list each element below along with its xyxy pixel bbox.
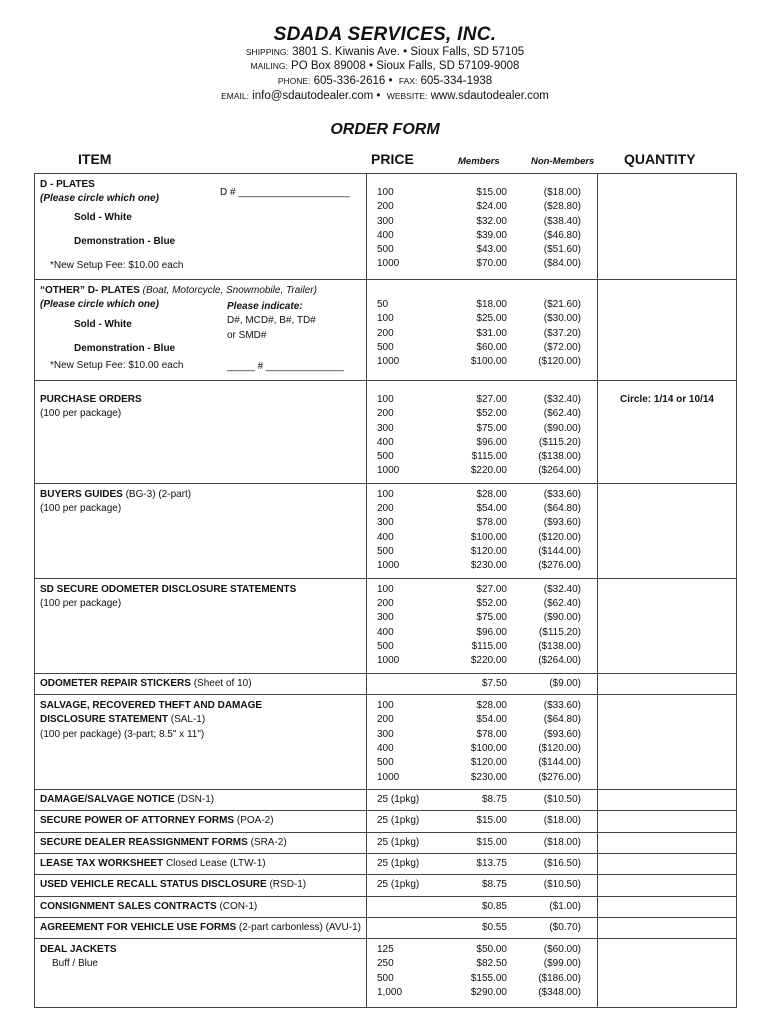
price-members: $28.00 bbox=[476, 700, 507, 712]
price-members: $78.00 bbox=[476, 517, 507, 529]
price-members: $28.00 bbox=[476, 488, 507, 500]
price-non-members: ($60.00) bbox=[543, 944, 581, 956]
price-cell bbox=[367, 832, 598, 853]
price-row bbox=[367, 943, 597, 957]
price-members: $115.00 bbox=[471, 640, 507, 652]
quantity-cell[interactable] bbox=[598, 280, 737, 381]
price-qty: 300 bbox=[377, 728, 394, 740]
price-row bbox=[367, 699, 597, 713]
price-qty: 1000 bbox=[377, 655, 400, 667]
price-qty: 1000 bbox=[377, 560, 400, 572]
price-qty: 100 bbox=[377, 313, 394, 325]
price-row bbox=[367, 464, 597, 478]
price-non-members: ($18.00) bbox=[543, 187, 581, 198]
price-non-members: ($276.00) bbox=[538, 560, 581, 572]
price-row bbox=[367, 215, 597, 229]
quantity-cell[interactable] bbox=[598, 695, 737, 790]
price-row bbox=[367, 502, 597, 516]
table-row bbox=[35, 853, 737, 874]
item-cell: D - PLATES (Please circle which one) D # ____________________ Sold - White Demonstration - Blue *New Setup Fee: $10.00 each bbox=[35, 174, 367, 280]
price-members: $13.75 bbox=[476, 857, 507, 869]
price-members: $100.00 bbox=[470, 531, 507, 543]
quantity-cell[interactable] bbox=[598, 939, 737, 1008]
price-qty: 1000 bbox=[377, 356, 400, 368]
quantity-cell[interactable] bbox=[598, 832, 737, 853]
table-row-salvage bbox=[35, 695, 737, 790]
price-row bbox=[367, 422, 597, 436]
price-row bbox=[367, 986, 597, 1000]
price-qty: 25 (1pkg) bbox=[377, 879, 420, 891]
price-members: $24.00 bbox=[476, 201, 507, 213]
quantity-cell[interactable] bbox=[598, 174, 737, 280]
price-cell: $7.50 ($9.00) bbox=[367, 673, 598, 694]
col-non-members: Non-Members bbox=[531, 156, 595, 167]
item-cell: SD SECURE ODOMETER DISCLOSURE STATEMENTS (100 per package) bbox=[35, 578, 367, 673]
price-non-members: ($120.00) bbox=[538, 742, 581, 754]
price-qty: 125 bbox=[377, 944, 394, 956]
price-qty: 300 bbox=[377, 215, 394, 227]
price-row bbox=[367, 972, 597, 986]
price-non-members: ($33.60) bbox=[543, 488, 581, 500]
price-qty: 300 bbox=[377, 422, 394, 434]
price-cell bbox=[367, 917, 598, 938]
price-cell bbox=[367, 939, 598, 1008]
price-members: $155.00 bbox=[470, 972, 507, 984]
price-members: $0.85 bbox=[481, 900, 507, 912]
table-row-other-plates bbox=[35, 280, 737, 381]
price-qty: 500 bbox=[377, 451, 394, 463]
price-qty: 500 bbox=[377, 244, 394, 256]
price-cell bbox=[367, 483, 598, 578]
price-members: $0.55 bbox=[481, 921, 507, 933]
price-non-members: ($0.70) bbox=[549, 921, 581, 933]
option-demo[interactable]: Demonstration - Blue bbox=[74, 235, 176, 247]
price-non-members: ($93.60) bbox=[543, 728, 581, 740]
price-qty: 25 (1pkg) bbox=[377, 836, 420, 848]
price-qty: 100 bbox=[377, 700, 394, 712]
price-members: $75.00 bbox=[476, 422, 507, 434]
form-title: ORDER FORM bbox=[330, 121, 440, 138]
price-members: $120.00 bbox=[470, 757, 507, 769]
price-members: $115.00 bbox=[471, 451, 507, 463]
price-row bbox=[367, 200, 597, 214]
price-members: $25.00 bbox=[476, 313, 507, 325]
price-members: $32.00 bbox=[476, 215, 507, 227]
quantity-cell[interactable] bbox=[598, 896, 737, 917]
col-price: PRICE bbox=[371, 151, 414, 167]
price-members: $52.00 bbox=[476, 598, 507, 610]
price-qty: 300 bbox=[377, 517, 394, 529]
price-members: $220.00 bbox=[470, 465, 507, 477]
table-row bbox=[35, 917, 737, 938]
table-row-purchase-orders bbox=[35, 381, 737, 484]
price-members: $96.00 bbox=[476, 436, 507, 448]
quantity-cell[interactable] bbox=[598, 917, 737, 938]
price-non-members: ($32.40) bbox=[543, 583, 581, 595]
price-cell bbox=[367, 875, 598, 896]
price-qty: 300 bbox=[377, 612, 394, 624]
company-name: SDADA SERVICES, INC. bbox=[273, 24, 497, 45]
price-non-members: ($33.60) bbox=[543, 700, 581, 712]
price-non-members: ($64.80) bbox=[543, 503, 581, 515]
phone-fax: PHONE: 605-336-2616 • FAX: 605-334-1938 bbox=[277, 75, 493, 87]
price-row bbox=[367, 450, 597, 464]
price-non-members: ($37.20) bbox=[543, 327, 581, 339]
shipping-address: SHIPPING: 3801 S. Kiwanis Ave. • Sioux Falls, SD 57105 bbox=[245, 46, 525, 58]
price-non-members: ($21.60) bbox=[543, 299, 581, 310]
price-cell bbox=[367, 853, 598, 874]
col-members: Members bbox=[458, 156, 500, 167]
price-members: $15.00 bbox=[476, 815, 507, 827]
price-non-members: ($348.00) bbox=[538, 987, 581, 999]
price-members: $8.75 bbox=[481, 794, 507, 806]
order-table bbox=[34, 173, 737, 1008]
price-cell bbox=[367, 695, 598, 790]
table-row-buyers-guides bbox=[35, 483, 737, 578]
price-members: $27.00 bbox=[476, 583, 507, 595]
price-members: $78.00 bbox=[476, 728, 507, 740]
price-qty: 200 bbox=[377, 503, 394, 515]
price-row bbox=[367, 771, 597, 785]
item-cell: DEAL JACKETS Buff / Blue bbox=[35, 939, 367, 1008]
quantity-cell[interactable] bbox=[598, 578, 737, 673]
item-cell: AGREEMENT FOR VEHICLE USE FORMS (2-part carbonless) (AVU-1) bbox=[35, 917, 367, 938]
price-qty: 500 bbox=[377, 341, 394, 353]
price-non-members: ($115.20) bbox=[538, 626, 581, 638]
price-non-members: ($115.20) bbox=[538, 436, 581, 448]
table-row bbox=[35, 790, 737, 811]
price-non-members: ($90.00) bbox=[543, 422, 581, 434]
email-link[interactable]: info@sdautodealer.com bbox=[252, 90, 374, 102]
price-qty: 400 bbox=[377, 436, 394, 448]
price-members: $230.00 bbox=[470, 560, 507, 572]
price-row bbox=[367, 756, 597, 770]
price-members: $120.00 bbox=[470, 545, 507, 557]
price-qty bbox=[367, 900, 445, 914]
price-qty: 1000 bbox=[377, 465, 400, 477]
price-cell bbox=[367, 174, 598, 280]
price-non-members: ($18.00) bbox=[543, 836, 581, 848]
price-non-members: ($138.00) bbox=[538, 451, 581, 463]
price-non-members: ($16.50) bbox=[543, 857, 581, 869]
quantity-cell[interactable] bbox=[598, 853, 737, 874]
price-qty: 200 bbox=[377, 598, 394, 610]
mailing-address: MAILING: PO Box 89008 • Sioux Falls, SD 57109-9008 bbox=[250, 60, 520, 72]
price-qty: 400 bbox=[377, 229, 394, 241]
table-row bbox=[35, 832, 737, 853]
price-qty: 200 bbox=[377, 408, 394, 420]
price-cell bbox=[367, 280, 598, 381]
price-row bbox=[367, 559, 597, 573]
price-cell bbox=[367, 811, 598, 832]
option-sold[interactable]: Sold - White bbox=[74, 318, 132, 330]
item-cell: SALVAGE, RECOVERED THEFT AND DAMAGE DISCLOSURE STATEMENT (SAL-1) (100 per package) (3-part; 8.5" x 11") bbox=[35, 695, 367, 790]
price-non-members: ($62.40) bbox=[543, 598, 581, 610]
price-members: $50.00 bbox=[476, 944, 507, 956]
item-cell: BUYERS GUIDES (BG-3) (2-part) (100 per package) bbox=[35, 483, 367, 578]
item-cell: ODOMETER REPAIR STICKERS (Sheet of 10) bbox=[35, 673, 367, 694]
price-members: $15.00 bbox=[476, 836, 507, 848]
price-qty: 500 bbox=[377, 757, 394, 769]
table-row-deal-jackets bbox=[35, 939, 737, 1008]
d-number-field[interactable]: D # ____________________ bbox=[220, 187, 350, 198]
price-row bbox=[367, 355, 597, 369]
plate-number-field[interactable]: _____ # ______________ bbox=[227, 361, 344, 372]
price-non-members: ($46.80) bbox=[543, 229, 581, 241]
price-non-members: ($30.00) bbox=[543, 313, 581, 325]
price-cell bbox=[367, 896, 598, 917]
price-qty: 1000 bbox=[377, 771, 400, 783]
price-qty: 400 bbox=[377, 531, 394, 543]
price-row bbox=[367, 298, 597, 312]
price-qty: 500 bbox=[377, 972, 394, 984]
price-qty: 25 (1pkg) bbox=[377, 857, 420, 869]
quantity-cell[interactable] bbox=[598, 381, 737, 484]
price-row bbox=[367, 742, 597, 756]
item-cell: SECURE DEALER REASSIGNMENT FORMS (SRA-2) bbox=[35, 832, 367, 853]
price-non-members: ($120.00) bbox=[538, 531, 581, 543]
price-row bbox=[367, 341, 597, 355]
price-non-members: ($32.40) bbox=[543, 394, 581, 405]
quantity-cell[interactable] bbox=[598, 790, 737, 811]
price-non-members: ($93.60) bbox=[543, 517, 581, 529]
table-row-odometer bbox=[35, 578, 737, 673]
option-demo[interactable]: Demonstration - Blue bbox=[74, 342, 176, 354]
price-qty: 100 bbox=[377, 394, 394, 405]
price-members: $15.00 bbox=[476, 187, 507, 198]
price-members: $75.00 bbox=[476, 612, 507, 624]
price-row bbox=[367, 728, 597, 742]
single-items bbox=[35, 790, 737, 939]
price-qty: 400 bbox=[377, 626, 394, 638]
price-members: $8.75 bbox=[481, 879, 507, 891]
price-row bbox=[367, 393, 597, 407]
price-members: $82.50 bbox=[476, 958, 507, 970]
price-non-members: ($276.00) bbox=[538, 771, 581, 783]
price-row bbox=[367, 407, 597, 421]
price-members: $220.00 bbox=[470, 655, 507, 667]
price-qty: 100 bbox=[377, 488, 394, 500]
price-non-members: ($10.50) bbox=[543, 879, 581, 891]
price-non-members: ($138.00) bbox=[538, 640, 581, 652]
price-non-members: ($51.60) bbox=[543, 244, 581, 256]
price-row bbox=[367, 713, 597, 727]
price-members: $39.00 bbox=[476, 229, 507, 241]
price-members: $290.00 bbox=[470, 987, 507, 999]
col-quantity: QUANTITY bbox=[624, 151, 696, 167]
price-row bbox=[367, 583, 597, 597]
price-non-members: ($186.00) bbox=[538, 972, 581, 984]
price-non-members: ($64.80) bbox=[543, 714, 581, 726]
price-row bbox=[367, 327, 597, 341]
price-row bbox=[367, 257, 597, 271]
price-members: $100.00 bbox=[470, 742, 507, 754]
price-qty: 25 (1pkg) bbox=[377, 815, 420, 827]
price-members: $31.00 bbox=[476, 327, 507, 339]
price-qty: 50 bbox=[377, 299, 389, 310]
price-row bbox=[367, 957, 597, 971]
price-row bbox=[367, 243, 597, 257]
price-qty: 1000 bbox=[377, 258, 400, 270]
price-non-members: ($28.80) bbox=[543, 201, 581, 213]
price-non-members: ($120.00) bbox=[538, 356, 581, 368]
price-qty: 200 bbox=[377, 714, 394, 726]
price-qty: 200 bbox=[377, 201, 394, 213]
table-row-d-plates bbox=[35, 174, 737, 280]
price-row bbox=[367, 229, 597, 243]
price-row bbox=[367, 545, 597, 559]
price-non-members: ($18.00) bbox=[543, 815, 581, 827]
item-cell: DAMAGE/SALVAGE NOTICE (DSN-1) bbox=[35, 790, 367, 811]
circle-note[interactable]: Circle: 1/14 or 10/14 bbox=[620, 394, 714, 405]
table-row bbox=[35, 811, 737, 832]
price-qty: 100 bbox=[377, 187, 394, 198]
price-non-members: ($264.00) bbox=[538, 465, 581, 477]
price-members: $43.00 bbox=[476, 244, 507, 256]
price-non-members: ($72.00) bbox=[543, 341, 581, 353]
price-non-members: ($84.00) bbox=[543, 258, 581, 270]
item-cell: LEASE TAX WORKSHEET Closed Lease (LTW-1) bbox=[35, 853, 367, 874]
price-non-members: ($90.00) bbox=[543, 612, 581, 624]
price-non-members: ($144.00) bbox=[538, 545, 581, 557]
price-row bbox=[367, 611, 597, 625]
price-members: $70.00 bbox=[476, 258, 507, 270]
price-row bbox=[367, 312, 597, 326]
item-cell: USED VEHICLE RECALL STATUS DISCLOSURE (RSD-1) bbox=[35, 875, 367, 896]
price-qty: 25 (1pkg) bbox=[377, 794, 420, 806]
price-members: $230.00 bbox=[470, 771, 507, 783]
item-cell: SECURE POWER OF ATTORNEY FORMS (POA-2) bbox=[35, 811, 367, 832]
price-qty: 250 bbox=[377, 958, 394, 970]
table-row-stickers bbox=[35, 673, 737, 694]
quantity-cell[interactable] bbox=[598, 483, 737, 578]
price-row bbox=[367, 516, 597, 530]
price-members: $54.00 bbox=[476, 714, 507, 726]
col-item: ITEM bbox=[78, 151, 112, 167]
price-members: $100.00 bbox=[470, 356, 507, 368]
price-row bbox=[367, 488, 597, 502]
price-cell bbox=[367, 578, 598, 673]
price-qty: 200 bbox=[377, 327, 394, 339]
quantity-cell[interactable] bbox=[598, 811, 737, 832]
price-cell bbox=[367, 790, 598, 811]
price-qty bbox=[367, 921, 445, 935]
price-members: $54.00 bbox=[476, 503, 507, 515]
price-members: $96.00 bbox=[476, 626, 507, 638]
price-row bbox=[367, 654, 597, 668]
price-row bbox=[367, 597, 597, 611]
price-non-members: ($10.50) bbox=[543, 794, 581, 806]
option-sold[interactable]: Sold - White bbox=[74, 211, 132, 223]
website-link[interactable]: www.sdautodealer.com bbox=[430, 90, 549, 102]
item-cell: “OTHER” D- PLATES (Boat, Motorcycle, Snowmobile, Trailer) (Please circle which one) Please indicate: D#, MCD#, B#, TD# or SMD# Sold - White Demonstration - Blue *New Setup Fee: $10.00 each _____ # ______________ bbox=[35, 280, 367, 381]
price-members: $18.00 bbox=[476, 299, 507, 310]
price-non-members: ($144.00) bbox=[538, 757, 581, 769]
price-non-members: ($264.00) bbox=[538, 655, 581, 667]
price-row bbox=[367, 531, 597, 545]
table-row bbox=[35, 875, 737, 896]
table-row bbox=[35, 896, 737, 917]
price-non-members: ($99.00) bbox=[543, 958, 581, 970]
price-qty: 500 bbox=[377, 545, 394, 557]
price-members: $60.00 bbox=[476, 341, 507, 353]
quantity-cell[interactable] bbox=[598, 673, 737, 694]
price-row bbox=[367, 436, 597, 450]
price-non-members: ($62.40) bbox=[543, 408, 581, 420]
price-row bbox=[367, 640, 597, 654]
price-qty: 500 bbox=[377, 640, 394, 652]
price-row bbox=[367, 626, 597, 640]
price-qty: 1,000 bbox=[377, 987, 403, 999]
price-members: $52.00 bbox=[476, 408, 507, 420]
price-qty: 400 bbox=[377, 742, 394, 754]
price-qty: 100 bbox=[377, 583, 394, 595]
price-cell bbox=[367, 381, 598, 484]
quantity-cell[interactable] bbox=[598, 875, 737, 896]
price-members: $27.00 bbox=[476, 394, 507, 405]
price-row bbox=[367, 186, 597, 200]
email-website: EMAIL: info@sdautodealer.com • WEBSITE: www.sdautodealer.com bbox=[221, 90, 549, 102]
price-non-members: ($38.40) bbox=[543, 215, 581, 227]
price-non-members: ($1.00) bbox=[549, 900, 581, 912]
item-cell: PURCHASE ORDERS (100 per package) bbox=[35, 381, 367, 484]
item-cell: CONSIGNMENT SALES CONTRACTS (CON-1) bbox=[35, 896, 367, 917]
